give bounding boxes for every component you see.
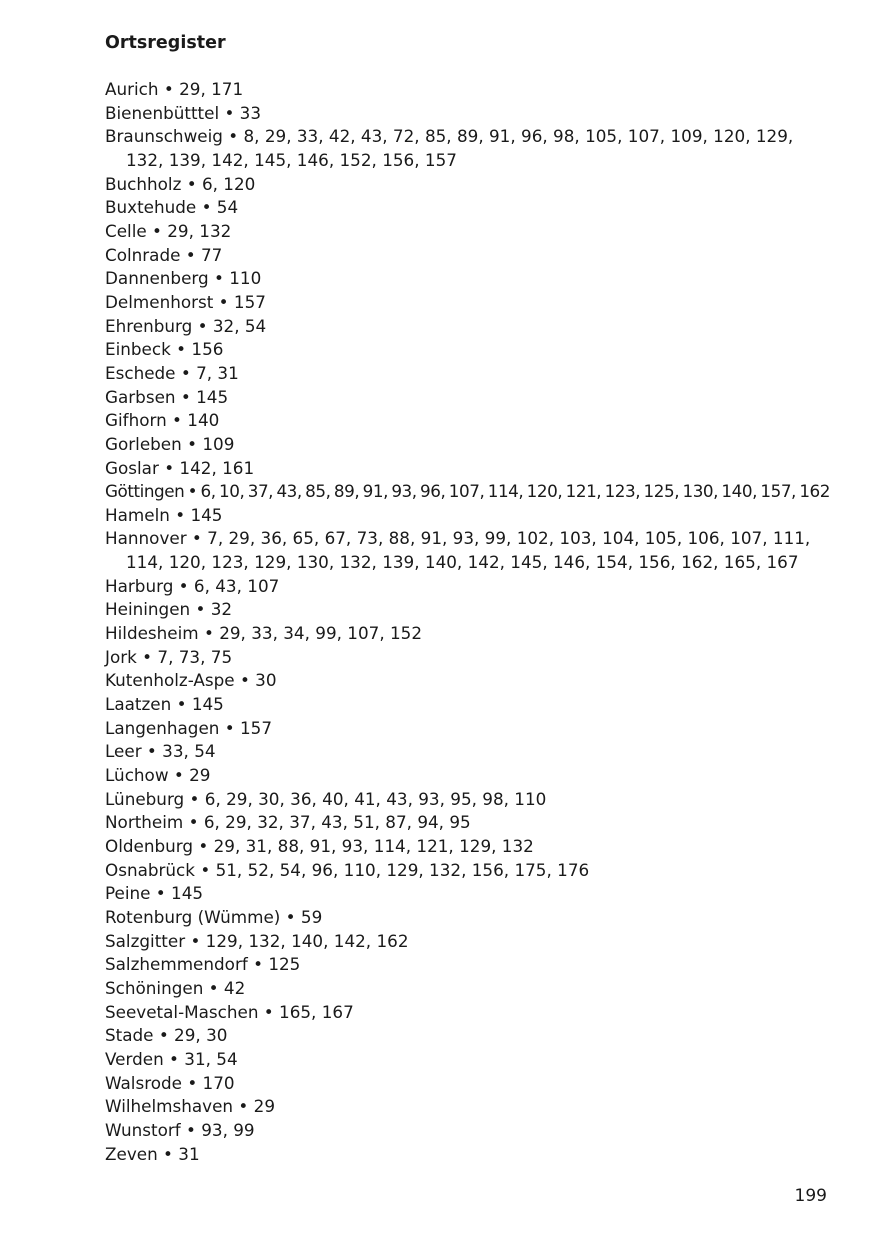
index-entry: Leer • 33, 54 (105, 741, 216, 762)
index-entry: Walsrode • 170 (105, 1072, 235, 1093)
index-entry: Dannenberg • 110 (105, 268, 262, 289)
index-entry: Lüchow • 29 (105, 765, 211, 786)
index-entry: Bienenbütttel • 33 (105, 102, 262, 123)
index-entry: Buchholz • 6, 120 (105, 173, 256, 194)
index-entry: Harburg • 6, 43, 107 (105, 575, 280, 596)
index-entry: Colnrade • 77 (105, 244, 223, 265)
index-entry: Eschede • 7, 31 (105, 362, 239, 383)
index-entry: Zeven • 31 (105, 1143, 200, 1164)
index-entry: Kutenholz-Aspe • 30 (105, 670, 277, 691)
index-entry: Jork • 7, 73, 75 (105, 646, 233, 667)
index-entry: Ehrenburg • 32, 54 (105, 315, 267, 336)
index-entry: Wilhelmshaven • 29 (105, 1096, 275, 1117)
page-title: Ortsregister (105, 33, 226, 53)
index-entry: Stade • 29, 30 (105, 1025, 228, 1046)
index-entry: Wunstorf • 93, 99 (105, 1119, 255, 1140)
index-entry: Northeim • 6, 29, 32, 37, 43, 51, 87, 94, 95 (105, 812, 471, 833)
index-entry: Verden • 31, 54 (105, 1048, 238, 1069)
index-entry: Seevetal-Maschen • 165, 167 (105, 1001, 354, 1022)
index-entry: Rotenburg (Wümme) • 59 (105, 906, 323, 927)
index-entry: Goslar • 142, 161 (105, 457, 255, 478)
index-entry: Buxtehude • 54 (105, 197, 239, 218)
index-entry: Hameln • 145 (105, 504, 223, 525)
index-entry: Gifhorn • 140 (105, 410, 220, 431)
index-entry: Laatzen • 145 (105, 694, 224, 715)
index-entry: Celle • 29, 132 (105, 220, 232, 241)
index-entry: Einbeck • 156 (105, 339, 224, 360)
index-entry: Osnabrück • 51, 52, 54, 96, 110, 129, 132, 156, 175, 176 (105, 859, 590, 880)
index-entry: Salzhemmendorf • 125 (105, 954, 301, 975)
index-entry: Heiningen • 32 (105, 599, 233, 620)
index-entry: Oldenburg • 29, 31, 88, 91, 93, 114, 121, 129, 132 (105, 836, 534, 856)
page-number: 199 (794, 1186, 827, 1206)
index-entry: Braunschweig • 8, 29, 33, 42, 43, 72, 85, 89, 91, 96, 98, 105, 107, 109, 120, 129, 132, 139, 142, 145, 146, 152, 156, 157 (105, 126, 794, 170)
index-entry: Gorleben • 109 (105, 433, 235, 454)
index-entry: Langenhagen • 157 (105, 717, 273, 738)
place-index-list (105, 78, 830, 1166)
index-entry: Hannover • 7, 29, 36, 65, 67, 73, 88, 91, 93, 99, 102, 103, 104, 105, 106, 107, 111, 114, 120, 123, 129, 130, 132, 139, 140, 142, 145, 146, 154, 156, 162, 165, 167 (105, 528, 811, 573)
index-entry: Göttingen • 6, 10, 37, 43, 85, 89, 91, 93, 96, 107, 114, 120, 121, 123, 125, 130, 140, 157, 162 (105, 481, 830, 502)
index-entry: Lüneburg • 6, 29, 30, 36, 40, 41, 43, 93, 95, 98, 110 (105, 788, 547, 809)
index-entry: Schöningen • 42 (105, 977, 246, 998)
index-entry: Delmenhorst • 157 (105, 291, 266, 312)
index-entry: Hildesheim • 29, 33, 34, 99, 107, 152 (105, 623, 423, 644)
index-entry: Aurich • 29, 171 (105, 79, 244, 99)
index-entry: Peine • 145 (105, 883, 204, 904)
index-entry: Garbsen • 145 (105, 386, 229, 407)
index-entry: Salzgitter • 129, 132, 140, 142, 162 (105, 930, 409, 951)
